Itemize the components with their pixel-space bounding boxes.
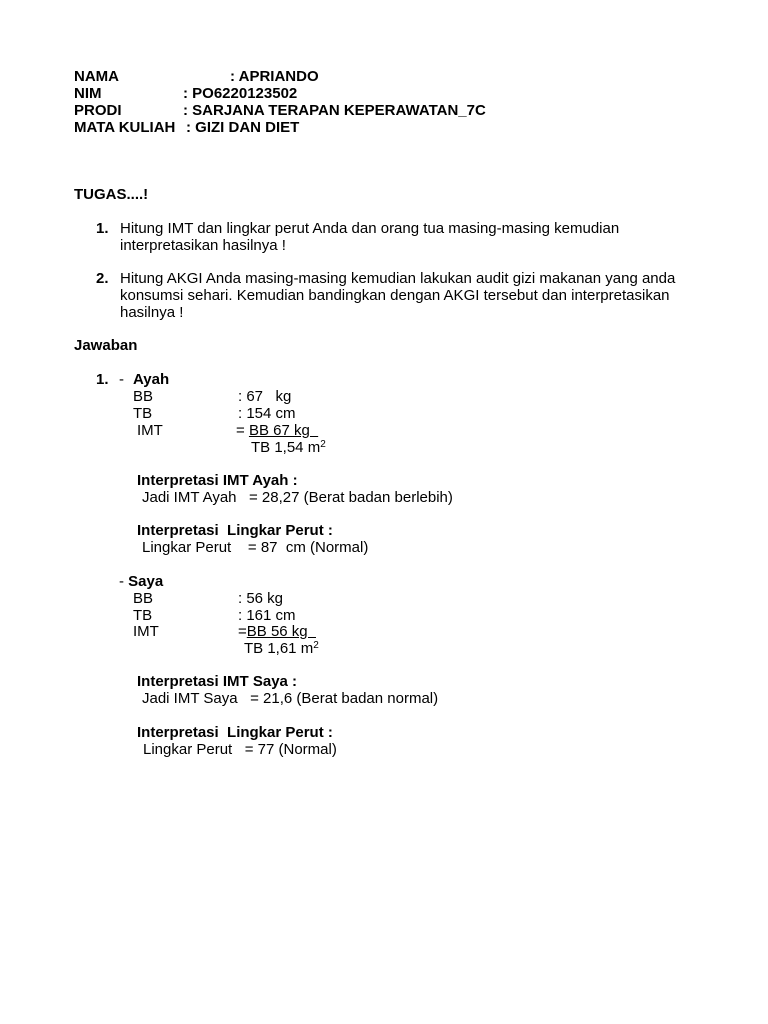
- ayah-imt-numerator: BB 67 kg: [248, 422, 319, 439]
- saya-interp-imt-text: Jadi IMT Saya = 21,6 (Berat badan normal): [142, 690, 439, 707]
- tugas-item-number: 2.: [96, 270, 109, 287]
- saya-prefix: -: [119, 573, 129, 590]
- nama-value: : APRIANDO: [230, 68, 319, 85]
- ayah-imt-denominator-line: [251, 439, 326, 456]
- ayah-bb-label: BB: [133, 388, 154, 405]
- saya-interp-imt-title: Interpretasi IMT Saya :: [137, 673, 298, 690]
- prodi-value: : SARJANA TERAPAN KEPERAWATAN_7C: [183, 102, 486, 119]
- ayah-interp-imt-title: Interpretasi IMT Ayah :: [137, 472, 298, 489]
- tugas-item-line: Hitung AKGI Anda masing-masing kemudian lakukan audit gizi makanan yang anda: [120, 270, 676, 287]
- ayah-imt-superscript: 2: [320, 439, 326, 450]
- nama-label: NAMA: [74, 68, 119, 85]
- ayah-dash: -: [119, 371, 124, 388]
- tugas-item-line: Hitung IMT dan lingkar perut Anda dan orang tua masing-masing kemudian: [120, 220, 620, 237]
- ayah-heading: Ayah: [133, 371, 170, 388]
- ayah-interp-lp-title: Interpretasi Lingkar Perut :: [137, 522, 333, 539]
- tugas-title: TUGAS....!: [74, 186, 149, 203]
- ayah-tb-label: TB: [133, 405, 153, 422]
- saya-imt-equals: =: [238, 623, 247, 640]
- saya-imt-formula: [238, 623, 316, 640]
- saya-imt-denominator-line: [244, 640, 319, 657]
- ayah-imt-equals: =: [236, 422, 249, 439]
- prodi-label: PRODI: [74, 102, 122, 119]
- saya-bb-value: : 56 kg: [238, 590, 284, 607]
- tugas-item-line: interpretasikan hasilnya !: [120, 237, 286, 254]
- saya-interp-lp-text: Lingkar Perut = 77 (Normal): [143, 741, 337, 758]
- saya-imt-denominator: TB 1,61 m: [244, 640, 314, 657]
- saya-bb-label: BB: [133, 590, 154, 607]
- ayah-interp-imt-text: Jadi IMT Ayah = 28,27 (Berat badan berlebih): [142, 489, 453, 506]
- tugas-item-number: 1.: [96, 220, 109, 237]
- tugas-item-line: konsumsi sehari. Kemudian bandingkan dengan AKGI tersebut dan interpretasikan: [120, 287, 670, 304]
- saya-imt-numerator: BB 56 kg: [246, 623, 316, 640]
- ayah-imt-denominator: TB 1,54 m: [251, 439, 321, 456]
- ayah-imt-label: IMT: [137, 422, 163, 439]
- ayah-bb-value: : 67 kg: [238, 388, 292, 405]
- jawaban-title: Jawaban: [74, 337, 138, 354]
- tugas-item-line: hasilnya !: [120, 304, 184, 321]
- saya-imt-superscript: 2: [313, 640, 319, 651]
- ayah-interp-lp-text: Lingkar Perut = 87 cm (Normal): [142, 539, 369, 556]
- saya-interp-lp-title: Interpretasi Lingkar Perut :: [137, 724, 333, 741]
- ayah-imt-formula: [236, 422, 318, 439]
- matkul-label: MATA KULIAH: [74, 119, 176, 136]
- saya-imt-label: IMT: [133, 623, 159, 640]
- nim-label: NIM: [74, 85, 102, 102]
- matkul-value: : GIZI DAN DIET: [186, 119, 300, 136]
- saya-tb-label: TB: [133, 607, 153, 624]
- saya-tb-value: : 161 cm: [238, 607, 296, 624]
- ayah-tb-value: : 154 cm: [238, 405, 296, 422]
- saya-heading: [119, 573, 163, 590]
- jawaban-number: 1.: [96, 371, 109, 388]
- nim-value: : PO6220123502: [183, 85, 298, 102]
- saya-name: Saya: [128, 573, 164, 590]
